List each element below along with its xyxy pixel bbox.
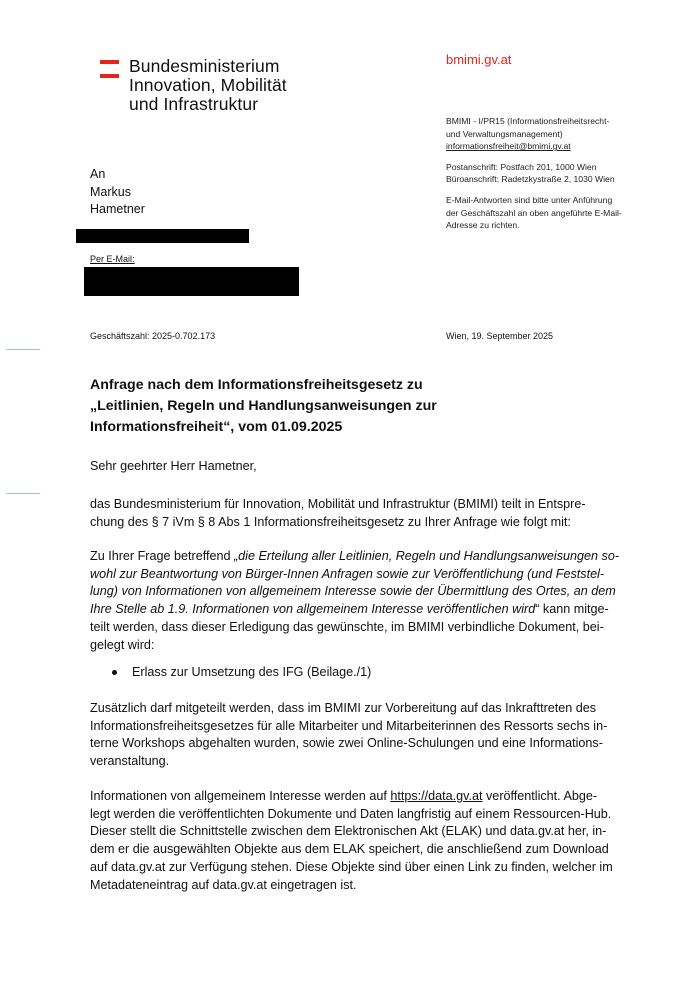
logo-line: Bundesministerium [129, 56, 280, 76]
text-line: chung des § 7 iVm § 8 Abs 1 Informationsfreiheitsgesetz zu Ihrer Anfrage wie folgt mit: [90, 514, 571, 529]
text-line: Dieser stellt die Schnittstelle zwischen dem Elektronischen Akt (ELAK) und data.gv.at her, in- [90, 824, 607, 839]
text-span: Informationen von allgemeinem Interesse werden auf [90, 789, 391, 803]
logo-flag-stripe-bottom [100, 74, 119, 78]
logo-flag-stripe-top [100, 60, 119, 64]
office-address: Büroanschrift: Radetzkystraße 2, 1030 Wien [446, 174, 615, 185]
recipient-last-name: Hametner [90, 202, 145, 216]
text-line: das Bundesministerium für Innovation, Mobilität und Infrastruktur (BMIMI) teilt in Entspre- [90, 497, 586, 511]
case-number: Geschäftszahl: 2025-0.702.173 [90, 331, 216, 341]
sender-dept: BMIMI - I/PR15 (Informationsfreiheitsrecht- [446, 116, 610, 126]
sender-block [446, 115, 646, 240]
text-line: Zusätzlich darf mitgeteilt werden, dass im BMIMI zur Vorbereitung auf das Inkrafttreten des [90, 701, 597, 715]
text-line: gelegt wird: [90, 637, 155, 652]
sender-email-link[interactable]: informationsfreiheit@bmimi.gv.at [446, 141, 571, 152]
attachment-list-item: Erlass zur Umsetzung des IFG (Beilage./1) [132, 665, 372, 679]
ministry-logo-text [129, 57, 287, 114]
text-span: “ kann mitge- [535, 602, 609, 617]
per-email-label: Per E-Mail: [90, 254, 135, 264]
text-span: veröffentlicht. Abge- [482, 789, 598, 803]
redaction-bar [76, 229, 249, 243]
text-line: auf data.gv.at zur Verfügung stehen. Diese Objekte sind über einen Link zu finden, welcher im [90, 859, 613, 874]
logo-line: und Infrastruktur [129, 94, 259, 114]
recipient-block [90, 166, 145, 219]
quoted-question: Ihre Stelle ab 1.9. Informationen von allgemeinem Interesse veröffentlichen wird [90, 602, 536, 617]
subject-line: Informationsfreiheit“, vom 01.09.2025 [90, 419, 343, 435]
text-line: dem er die ausgewählten Objekte aus dem ELAK speichert, die anschließend zum Download [90, 842, 609, 857]
recipient-to: An [90, 167, 106, 181]
sender-dept: und Verwaltungsmanagement) [446, 128, 563, 139]
text-line: terne Workshops abgehalten wurden, sowie zwei Online-Schulungen und eine Informations- [90, 736, 603, 751]
reply-note: E-Mail-Antworten sind bitte unter Anführung [446, 194, 613, 205]
text-span: Zu Ihrer Frage betreffend [90, 549, 234, 563]
text-line: legt werden die veröffentlichten Dokumente und Daten langfristig auf einem Ressourcen-Hub. [90, 806, 612, 821]
reply-note: der Geschäftszahl an oben angeführte E-Mail- [446, 207, 622, 218]
quoted-question: „die Erteilung aller Leitlinien, Regeln und Handlungsanweisungen so- [233, 549, 620, 563]
text-line: teilt werden, dass dieser Erledigung das gewünschte, im BMIMI verbindliche Dokument, bei- [90, 619, 604, 634]
text-line: veranstaltung. [90, 754, 170, 769]
text-line: Informationsfreiheitsgesetzes für alle Mitarbeiter und Mitarbeiterinnen des Ressorts sechs in- [90, 718, 608, 733]
letter-date: Wien, 19. September 2025 [446, 331, 554, 341]
text-line: Metadateneintrag auf data.gv.at eingetragen ist. [90, 877, 357, 892]
paragraph-question [90, 548, 630, 654]
fold-mark [6, 349, 40, 350]
salutation: Sehr geehrter Herr Hametner, [90, 459, 257, 473]
paragraph-publication [90, 788, 630, 894]
postal-address: Postanschrift: Postfach 201, 1000 Wien [446, 161, 597, 172]
logo-flag-stripe-middle [100, 67, 119, 71]
fold-mark [6, 493, 40, 494]
recipient-first-name: Markus [90, 184, 131, 199]
paragraph-intro [90, 496, 630, 531]
bullet-icon [112, 670, 117, 675]
reply-note: Adresse zu richten. [446, 220, 520, 231]
quoted-question: lung) von Informationen von allgemeinem Interesse sowie der Übermittlung des Ortes, an dem [90, 584, 616, 599]
subject-line: „Leitlinien, Regeln und Handlungsanweisungen zur [90, 398, 437, 414]
quoted-question: wohl zur Beantwortung von Bürger-Innen Anfragen sowie zur Veröffentlichung (und Feststel- [90, 566, 605, 581]
letter-subject [90, 375, 630, 438]
logo-line: Innovation, Mobilität [129, 75, 287, 95]
subject-line: Anfrage nach dem Informationsfreiheitsgesetz zu [90, 377, 423, 393]
paragraph-workshops [90, 700, 630, 771]
data-gv-at-link[interactable]: https://data.gv.at [390, 789, 483, 803]
ministry-domain: bmimi.gv.at [446, 52, 512, 67]
redaction-bar [84, 267, 299, 296]
